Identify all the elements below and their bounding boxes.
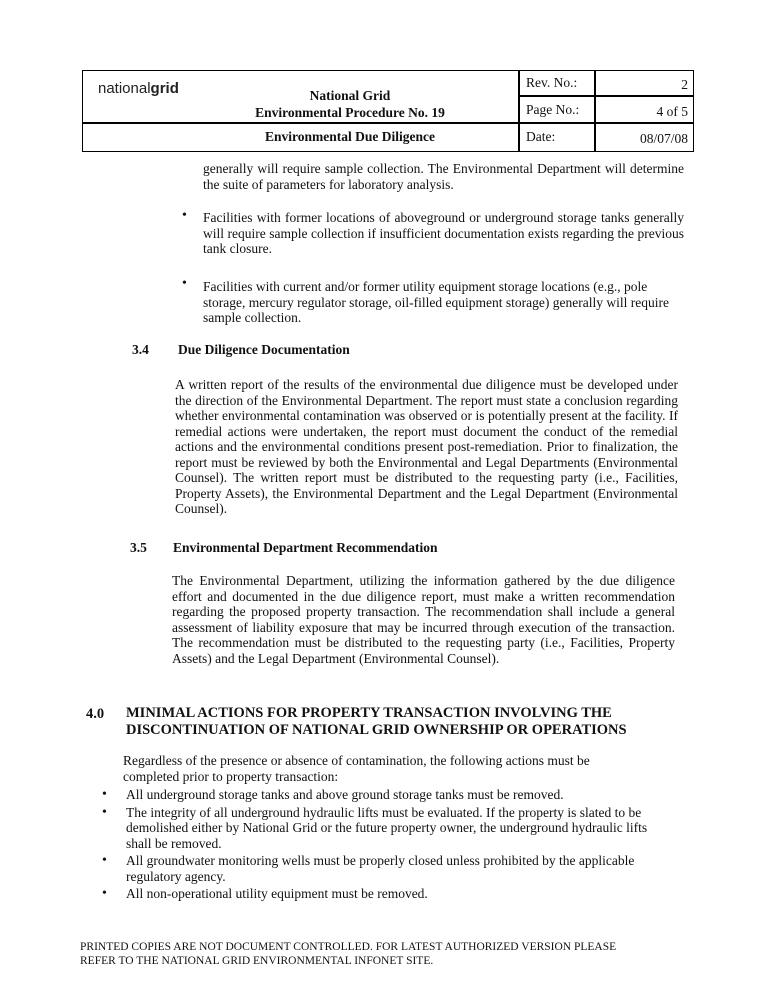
section-title-line2: DISCONTINUATION OF NATIONAL GRID OWNERSHIP OR OPERATIONS	[126, 722, 627, 738]
date-label: Date:	[526, 129, 556, 144]
list-item	[90, 805, 650, 852]
header-divider	[82, 122, 694, 124]
date-value: 08/07/08	[639, 131, 688, 146]
header-divider	[518, 95, 694, 97]
header-title-org: National Grid	[309, 88, 391, 103]
bullet-icon: •	[182, 276, 187, 291]
section-number: 3.5	[130, 540, 147, 555]
bullet-icon: •	[182, 208, 187, 223]
list-item-text: The integrity of all underground hydraulic lifts must be evaluated. If the property is slated to be demolished either by National Grid or the future property owner, the underground hydraulic lifts shall be removed.	[126, 804, 648, 851]
footer-line: REFER TO THE NATIONAL GRID ENVIRONMENTAL INFONET SITE.	[80, 955, 434, 967]
list-item	[90, 853, 650, 884]
section-number: 3.4	[132, 342, 149, 357]
bullet-item: Facilities with current and/or former utility equipment storage locations (e.g., pole storage, mercury regulator storage, oil-filled equipment storage) generally will require sample collection.	[203, 279, 669, 325]
rev-value: 2	[681, 77, 688, 92]
section-title-line1: MINIMAL ACTIONS FOR PROPERTY TRANSACTION INVOLVING THE	[126, 705, 612, 721]
list-item	[90, 787, 650, 803]
section-paragraph: Regardless of the presence or absence of contamination, the following actions must be completed prior to property transaction:	[123, 753, 590, 784]
footer-disclaimer	[80, 940, 700, 968]
intro-paragraph: generally will require sample collection. The Environmental Department will determine the suite of parameters for laboratory analysis.	[203, 161, 684, 192]
bullet-icon: •	[102, 787, 107, 802]
page-label: Page No.:	[526, 102, 580, 117]
list-item-text: All underground storage tanks and above ground storage tanks must be removed.	[126, 787, 564, 802]
section-paragraph: The Environmental Department, utilizing the information gathered by the due diligence effort and documented in the due diligence report, must make a written recommendation regarding the proposed property transaction. The recommendation shall include a general assessment of liability exposure that may be incurred through execution of the transaction. The recommendation must be distributed to the requesting party (i.e., Facilities, Property Assets) and the Legal Department (Environmental Counsel).	[172, 573, 675, 666]
national-grid-logo	[98, 80, 179, 97]
section-number: 4.0	[86, 706, 105, 722]
header-title-procedure: Environmental Procedure No. 19	[255, 105, 445, 120]
section-title: Due Diligence Documentation	[178, 342, 350, 357]
page-value: 4 of 5	[656, 104, 688, 119]
section-paragraph: A written report of the results of the environmental due diligence must be developed under the direction of the Environmental Department. The report must state a conclusion regarding whether environmental contamination was observed or is potentially present at the facility. If remedial actions were undertaken, the report must document the conduct of the remedial actions and the environmental conditions present post-remediation. Prior to finalization, the report must be reviewed by both the Environmental and Legal Departments (Environmental Counsel). The written report must be distributed to the requesting party (i.e., Facilities, Property Assets), the Environmental Department and the Legal Department (Environmental Counsel).	[175, 377, 678, 516]
list-item-text: All non-operational utility equipment must be removed.	[126, 886, 428, 901]
bullet-item: Facilities with former locations of aboveground or underground storage tanks generally will require sample collection if insufficient documentation exists regarding the previous tank closure.	[203, 210, 684, 256]
bullet-icon: •	[102, 886, 107, 901]
section-title: Environmental Department Recommendation	[173, 540, 438, 555]
header-divider	[594, 70, 596, 152]
list-item	[90, 886, 650, 902]
footer-line: PRINTED COPIES ARE NOT DOCUMENT CONTROLLED. FOR LATEST AUTHORIZED VERSION PLEASE	[80, 941, 617, 953]
header-divider	[518, 70, 520, 152]
logo-text-light: national	[98, 80, 151, 97]
bullet-icon: •	[102, 804, 107, 820]
actions-list	[90, 787, 650, 904]
list-item-text: All groundwater monitoring wells must be properly closed unless prohibited by the applicable regulatory agency.	[126, 853, 635, 884]
rev-label: Rev. No.:	[526, 75, 578, 90]
logo-text-bold: grid	[150, 80, 179, 97]
header-title-subject: Environmental Due Diligence	[265, 129, 435, 144]
bullet-icon: •	[102, 853, 107, 868]
